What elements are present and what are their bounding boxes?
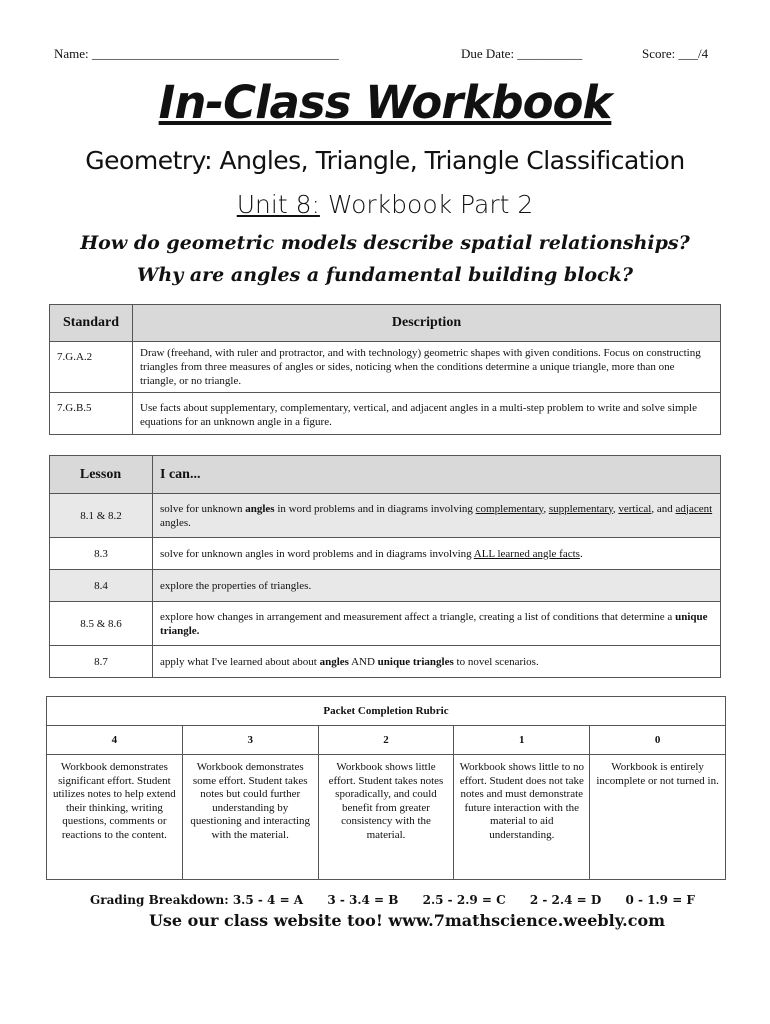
rubric-description: Workbook is entirely incomplete or not turned in.: [590, 755, 726, 880]
unit-suffix: Workbook Part 2: [319, 190, 534, 219]
grading-breakdown: [90, 893, 715, 907]
lesson-goal: apply what I've learned about about angles AND unique triangles to novel scenarios.: [153, 646, 721, 678]
unit-label: [0, 190, 770, 219]
rubric-description: Workbook shows little effort. Student takes notes sporadically, and could benefit from greater consistency with the material.: [318, 755, 454, 880]
grade-c: 2.5 - 2.9 = C: [422, 893, 506, 907]
table-row: [50, 393, 721, 435]
lessons-header-ican: I can...: [153, 456, 721, 494]
table-row: [50, 602, 721, 646]
table-row: [50, 570, 721, 602]
lesson-number: 8.7: [50, 646, 153, 678]
rubric-score: 2: [318, 726, 454, 755]
score-field[interactable]: Score: ___/4: [642, 46, 709, 61]
standard-code: 7.G.A.2: [50, 342, 133, 393]
standards-table: [49, 304, 721, 435]
unit-prefix: Unit 8:: [236, 190, 320, 219]
lesson-goal: solve for unknown angles in word problems and in diagrams involving complementary, supplementary, vertical, and adjacent angles.: [153, 494, 721, 538]
table-row: [50, 494, 721, 538]
standard-description: Draw (freehand, with ruler and protractor, and with technology) geometric shapes with given conditions. Focus on constructing triangles from three measures of angles or sides, noticing when the conditions determine a unique triangle, more than one triangle, or no triangle.: [133, 342, 721, 393]
lesson-goal: solve for unknown angles in word problems and in diagrams involving ALL learned angle facts.: [153, 538, 721, 570]
lesson-number: 8.4: [50, 570, 153, 602]
page-subtitle: Geometry: Angles, Triangle, Triangle Classification: [85, 146, 685, 175]
grade-d: 2 - 2.4 = D: [529, 893, 602, 907]
rubric-score: 0: [590, 726, 726, 755]
standard-code: 7.G.B.5: [50, 393, 133, 435]
lesson-number: 8.5 & 8.6: [50, 602, 153, 646]
lesson-goal: explore the properties of triangles.: [153, 570, 721, 602]
lessons-table: [49, 455, 721, 678]
name-field[interactable]: Name: ______________________________________: [54, 46, 339, 61]
due-date-field[interactable]: Due Date: __________: [461, 46, 583, 61]
lesson-number: 8.3: [50, 538, 153, 570]
student-header: [54, 46, 720, 66]
rubric-score: 3: [182, 726, 318, 755]
grade-f: 0 - 1.9 = F: [625, 893, 695, 907]
grade-b: 3 - 3.4 = B: [327, 893, 399, 907]
table-row: [50, 646, 721, 678]
rubric-description: Workbook demonstrates significant effort. Student utilizes notes to help extend their thinking, writing questions, comments or reactions to the content.: [47, 755, 183, 880]
lesson-goal: explore how changes in arrangement and measurement affect a triangle, creating a list of conditions that determine a unique triangle.: [153, 602, 721, 646]
rubric-score: 1: [454, 726, 590, 755]
table-row: [50, 342, 721, 393]
rubric-description: Workbook shows little to no effort. Student does not take notes and must demonstrate future interaction with the material to aid understanding.: [454, 755, 590, 880]
website-link[interactable]: Use our class website too! www.7mathscience.weebly.com: [148, 911, 666, 930]
standard-description: Use facts about supplementary, complementary, vertical, and adjacent angles in a multi-step problem to write and solve simple equations for an unknown angle in a figure.: [133, 393, 721, 435]
standards-header-standard: Standard: [50, 305, 133, 342]
essential-question-1: How do geometric models describe spatial relationships?: [80, 232, 690, 254]
rubric-description: Workbook demonstrates some effort. Student takes notes but could further understanding by questioning and interacting with the material.: [182, 755, 318, 880]
lesson-number: 8.1 & 8.2: [50, 494, 153, 538]
table-row: [50, 538, 721, 570]
standards-header-description: Description: [133, 305, 721, 342]
page-title: In-Class Workbook: [158, 76, 612, 129]
lessons-header-lesson: Lesson: [50, 456, 153, 494]
rubric-title: Packet Completion Rubric: [47, 697, 726, 726]
rubric-table: [46, 696, 726, 880]
rubric-score: 4: [47, 726, 183, 755]
grade-a: Grading Breakdown: 3.5 - 4 = A: [90, 893, 304, 907]
essential-question-2: Why are angles a fundamental building block?: [137, 264, 633, 286]
